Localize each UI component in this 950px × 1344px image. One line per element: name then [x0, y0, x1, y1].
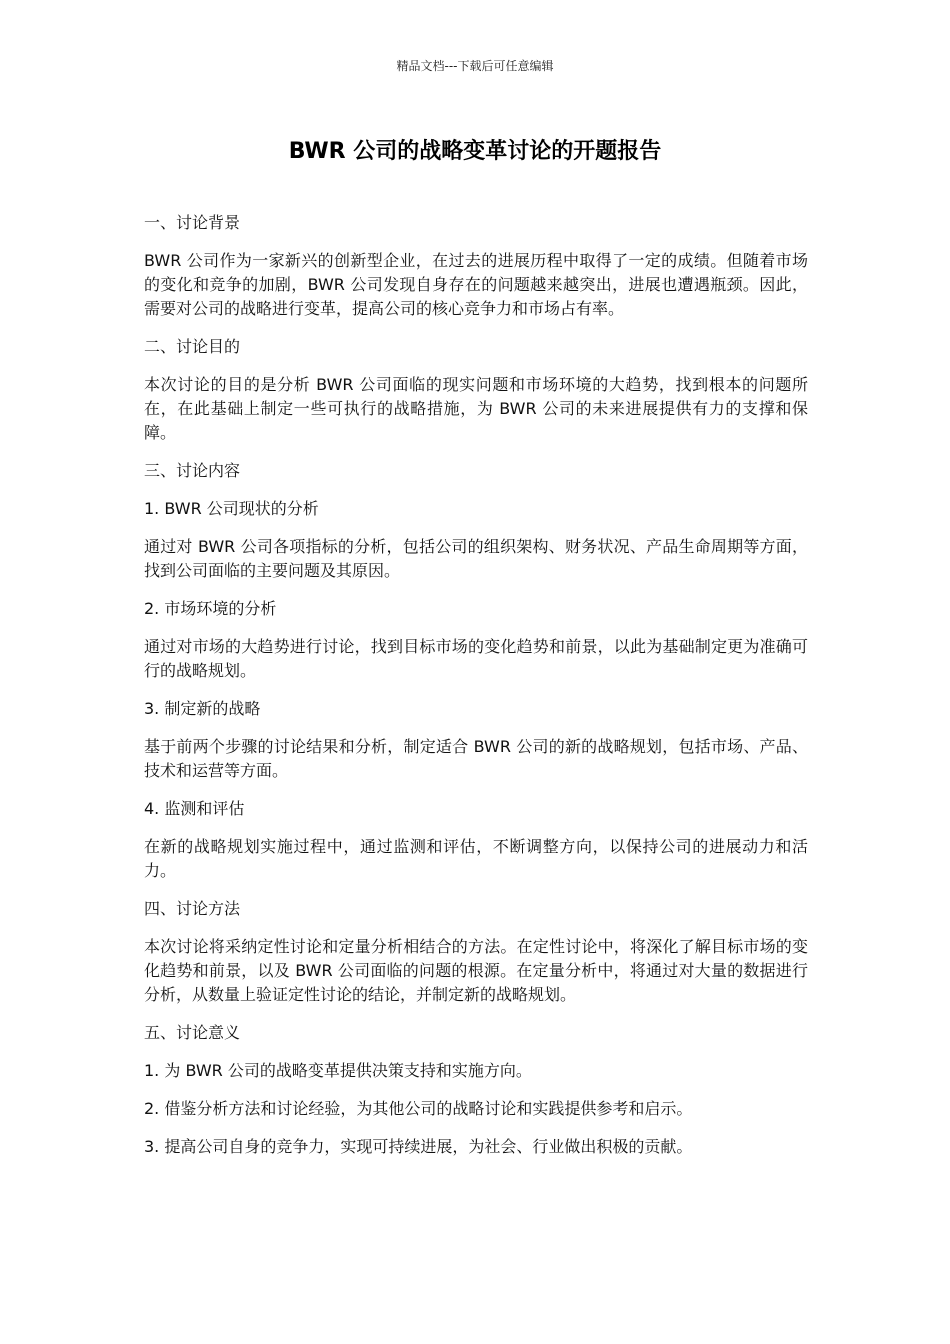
content-item-text: 基于前两个步骤的讨论结果和分析，制定适合 BWR 公司的新的战略规划，包括市场、产品、技术和运营等方面。: [144, 737, 808, 780]
section-text-background: BWR 公司作为一家新兴的创新型企业，在过去的进展历程中取得了一定的成绩。但随着市场的变化和竞争的加剧，BWR 公司发现自身存在的问题越来越突出，进展也遭遇瓶颈。因此，需要对公司的战略进行变革，提高公司的核心竞争力和市场占有率。: [144, 251, 808, 318]
content-item-text: 通过对 BWR 公司各项指标的分析，包括公司的组织架构、财务状况、产品生命周期等方面，找到公司面临的主要问题及其原因。: [144, 537, 808, 580]
content-item-title: 4. 监测和评估: [144, 799, 245, 818]
significance-item: 3. 提高公司自身的竞争力，实现可持续进展，为社会、行业做出积极的贡献。: [144, 1137, 693, 1156]
section-text-method: 本次讨论将采纳定性讨论和定量分析相结合的方法。在定性讨论中，将深化了解目标市场的变化趋势和前景，以及 BWR 公司面临的问题的根源。在定量分析中，将通过对大量的数据进行分析，从数量上验证定性讨论的结论，并制定新的战略规划。: [144, 937, 808, 1004]
content-item-title: 2. 市场环境的分析: [144, 599, 277, 618]
section-heading-purpose: 二、讨论目的: [144, 337, 241, 356]
header-note: 精品文档---下载后可任意编辑: [396, 59, 554, 73]
significance-item: 2. 借鉴分析方法和讨论经验，为其他公司的战略讨论和实践提供参考和启示。: [144, 1099, 693, 1118]
section-text-purpose: 本次讨论的目的是分析 BWR 公司面临的现实问题和市场环境的大趋势，找到根本的问题所在，在此基础上制定一些可执行的战略措施，为 BWR 公司的未来进展提供有力的支撑和保障。: [144, 375, 808, 442]
content-item-title: 3. 制定新的战略: [144, 699, 261, 718]
section-heading-significance: 五、讨论意义: [144, 1023, 241, 1042]
document-title: BWR 公司的战略变革讨论的开题报告: [288, 139, 662, 164]
document-body: [144, 211, 808, 1173]
section-heading-content: 三、讨论内容: [144, 461, 241, 480]
content-item-text: 通过对市场的大趋势进行讨论，找到目标市场的变化趋势和前景，以此为基础制定更为准确可行的战略规划。: [144, 637, 808, 680]
section-heading-background: 一、讨论背景: [144, 213, 241, 232]
content-item-text: 在新的战略规划实施过程中，通过监测和评估，不断调整方向，以保持公司的进展动力和活力。: [144, 837, 808, 880]
content-item-title: 1. BWR 公司现状的分析: [144, 499, 319, 518]
significance-item: 1. 为 BWR 公司的战略变革提供决策支持和实施方向。: [144, 1061, 532, 1080]
section-heading-method: 四、讨论方法: [144, 899, 241, 918]
